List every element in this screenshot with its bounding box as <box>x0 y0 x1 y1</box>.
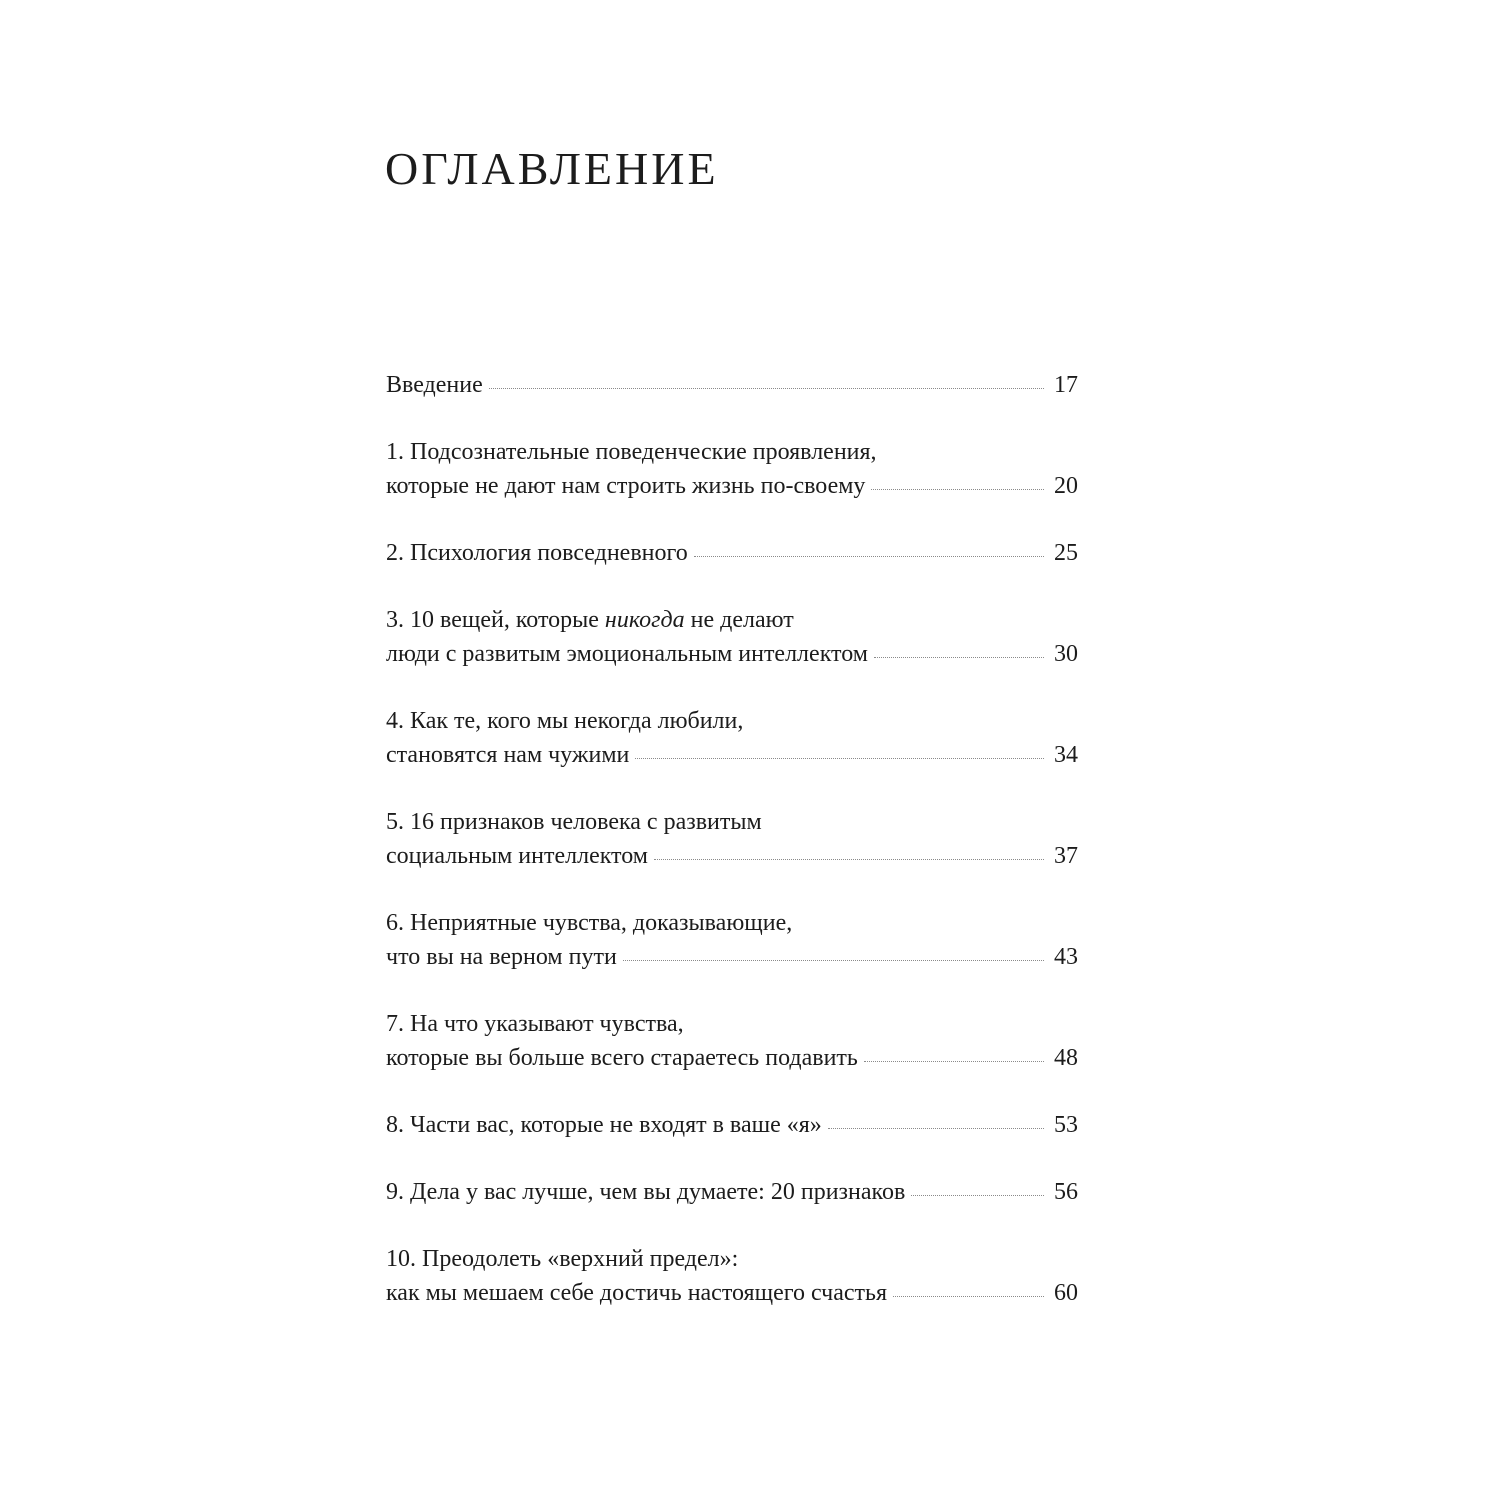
toc-entry-text-segment: становятся нам чужими <box>386 742 630 768</box>
toc-entry-text <box>386 1011 684 1037</box>
toc-entry-text <box>386 439 877 465</box>
toc-entry-text <box>386 536 688 570</box>
toc-entry-last-line <box>386 738 1078 772</box>
toc-entry-line <box>386 1242 1078 1276</box>
toc-entry-text-segment: 10. Преодолеть «верхний предел»: <box>386 1246 739 1272</box>
toc-entry-text-segment: 6. Неприятные чувства, доказывающие, <box>386 910 793 936</box>
toc-entry-last-line <box>386 1276 1078 1310</box>
toc-entry <box>386 906 1078 974</box>
dot-leader <box>635 758 1044 759</box>
page-number: 30 <box>1054 641 1078 667</box>
toc-entry-text-segment: 7. На что указывают чувства, <box>386 1011 684 1037</box>
toc-entry-text-segment: что вы на верном пути <box>386 944 617 970</box>
page-number: 60 <box>1054 1280 1078 1306</box>
page-number: 48 <box>1054 1045 1078 1071</box>
toc-entry-text <box>386 607 794 633</box>
toc-entry-text-segment: люди с развитым эмоциональным интеллектом <box>386 641 868 667</box>
toc-entry-text <box>386 469 865 503</box>
dot-leader <box>623 960 1044 961</box>
toc-entry <box>386 805 1078 873</box>
toc-entry-text <box>386 1246 738 1272</box>
toc-entry-text <box>386 368 483 402</box>
toc-entry-text <box>386 1175 905 1209</box>
dot-leader <box>893 1296 1044 1297</box>
toc-entry-text <box>386 1276 887 1310</box>
toc-entry-text <box>386 839 648 873</box>
dot-leader <box>874 657 1044 658</box>
toc-entry-text-segment: социальным интеллектом <box>386 843 648 869</box>
page-title: ОГЛАВЛЕНИЕ <box>385 143 719 194</box>
toc-entry <box>386 603 1078 671</box>
toc-entry-text <box>386 738 629 772</box>
toc-entry-last-line <box>386 368 1078 402</box>
toc-entry-line <box>386 805 1078 839</box>
page-number: 43 <box>1054 944 1078 970</box>
toc-entry-line <box>386 704 1078 738</box>
toc-entry-text-segment: 3. 10 вещей, которые <box>386 607 605 633</box>
toc-entry-last-line <box>386 1175 1078 1209</box>
toc-entry-text <box>386 1108 822 1142</box>
toc-entry-last-line <box>386 536 1078 570</box>
dot-leader <box>694 556 1044 557</box>
toc-entry <box>386 1007 1078 1075</box>
page-number: 53 <box>1054 1112 1078 1138</box>
toc-entry-text <box>386 637 868 671</box>
toc-entry <box>386 1242 1078 1310</box>
toc-entry-text-segment: Введение <box>386 372 483 398</box>
toc-entry-emphasis: никогда <box>604 607 685 633</box>
toc-entry-text-segment: 9. Дела у вас лучше, чем вы думаете: 20 признаков <box>386 1179 906 1205</box>
toc-entry-text-segment: не делают <box>684 607 794 633</box>
toc-entry <box>386 1108 1078 1142</box>
toc-entry <box>386 1175 1078 1209</box>
toc-entry-last-line <box>386 1041 1078 1075</box>
page-number: 20 <box>1054 473 1078 499</box>
toc-entry-line <box>386 435 1078 469</box>
toc-entry-line <box>386 603 1078 637</box>
toc-entry-last-line <box>386 839 1078 873</box>
toc-entry-text-segment: 2. Психология повседневного <box>386 540 688 566</box>
page-number: 17 <box>1054 372 1078 398</box>
toc-entry-text <box>386 1041 858 1075</box>
toc-entry-text-segment: как мы мешаем себе достичь настоящего счастья <box>386 1280 887 1306</box>
toc-entry-text-segment: 8. Части вас, которые не входят в ваше «я» <box>386 1112 822 1138</box>
toc-entry-line <box>386 906 1078 940</box>
dot-leader <box>911 1195 1044 1196</box>
toc-entry-text-segment: 5. 16 признаков человека с развитым <box>386 809 762 835</box>
dot-leader <box>864 1061 1044 1062</box>
toc-entry <box>386 435 1078 503</box>
toc-entry-text <box>386 910 792 936</box>
toc-entry <box>386 704 1078 772</box>
toc-entry-text <box>386 809 762 835</box>
toc-entry-text-segment: 4. Как те, кого мы некогда любили, <box>386 708 744 734</box>
toc-entry-last-line <box>386 469 1078 503</box>
toc-entry-text <box>386 708 743 734</box>
toc-entry-text-segment: которые вы больше всего стараетесь подавить <box>386 1045 858 1071</box>
page-number: 25 <box>1054 540 1078 566</box>
page-number: 34 <box>1054 742 1078 768</box>
toc-entry-line <box>386 1007 1078 1041</box>
toc-entry-text-segment: 1. Подсознательные поведенческие проявления, <box>386 439 877 465</box>
toc-entry-last-line <box>386 940 1078 974</box>
toc-entry-text <box>386 940 617 974</box>
page-number: 37 <box>1054 843 1078 869</box>
dot-leader <box>871 489 1044 490</box>
dot-leader <box>828 1128 1044 1129</box>
toc-list <box>386 368 1078 1310</box>
page-number: 56 <box>1054 1179 1078 1205</box>
toc-entry-last-line <box>386 637 1078 671</box>
dot-leader <box>654 859 1044 860</box>
dot-leader <box>489 388 1044 389</box>
toc-entry-text-segment: которые не дают нам строить жизнь по-своему <box>386 473 866 499</box>
toc-entry <box>386 536 1078 570</box>
toc-entry-last-line <box>386 1108 1078 1142</box>
toc-entry <box>386 368 1078 402</box>
